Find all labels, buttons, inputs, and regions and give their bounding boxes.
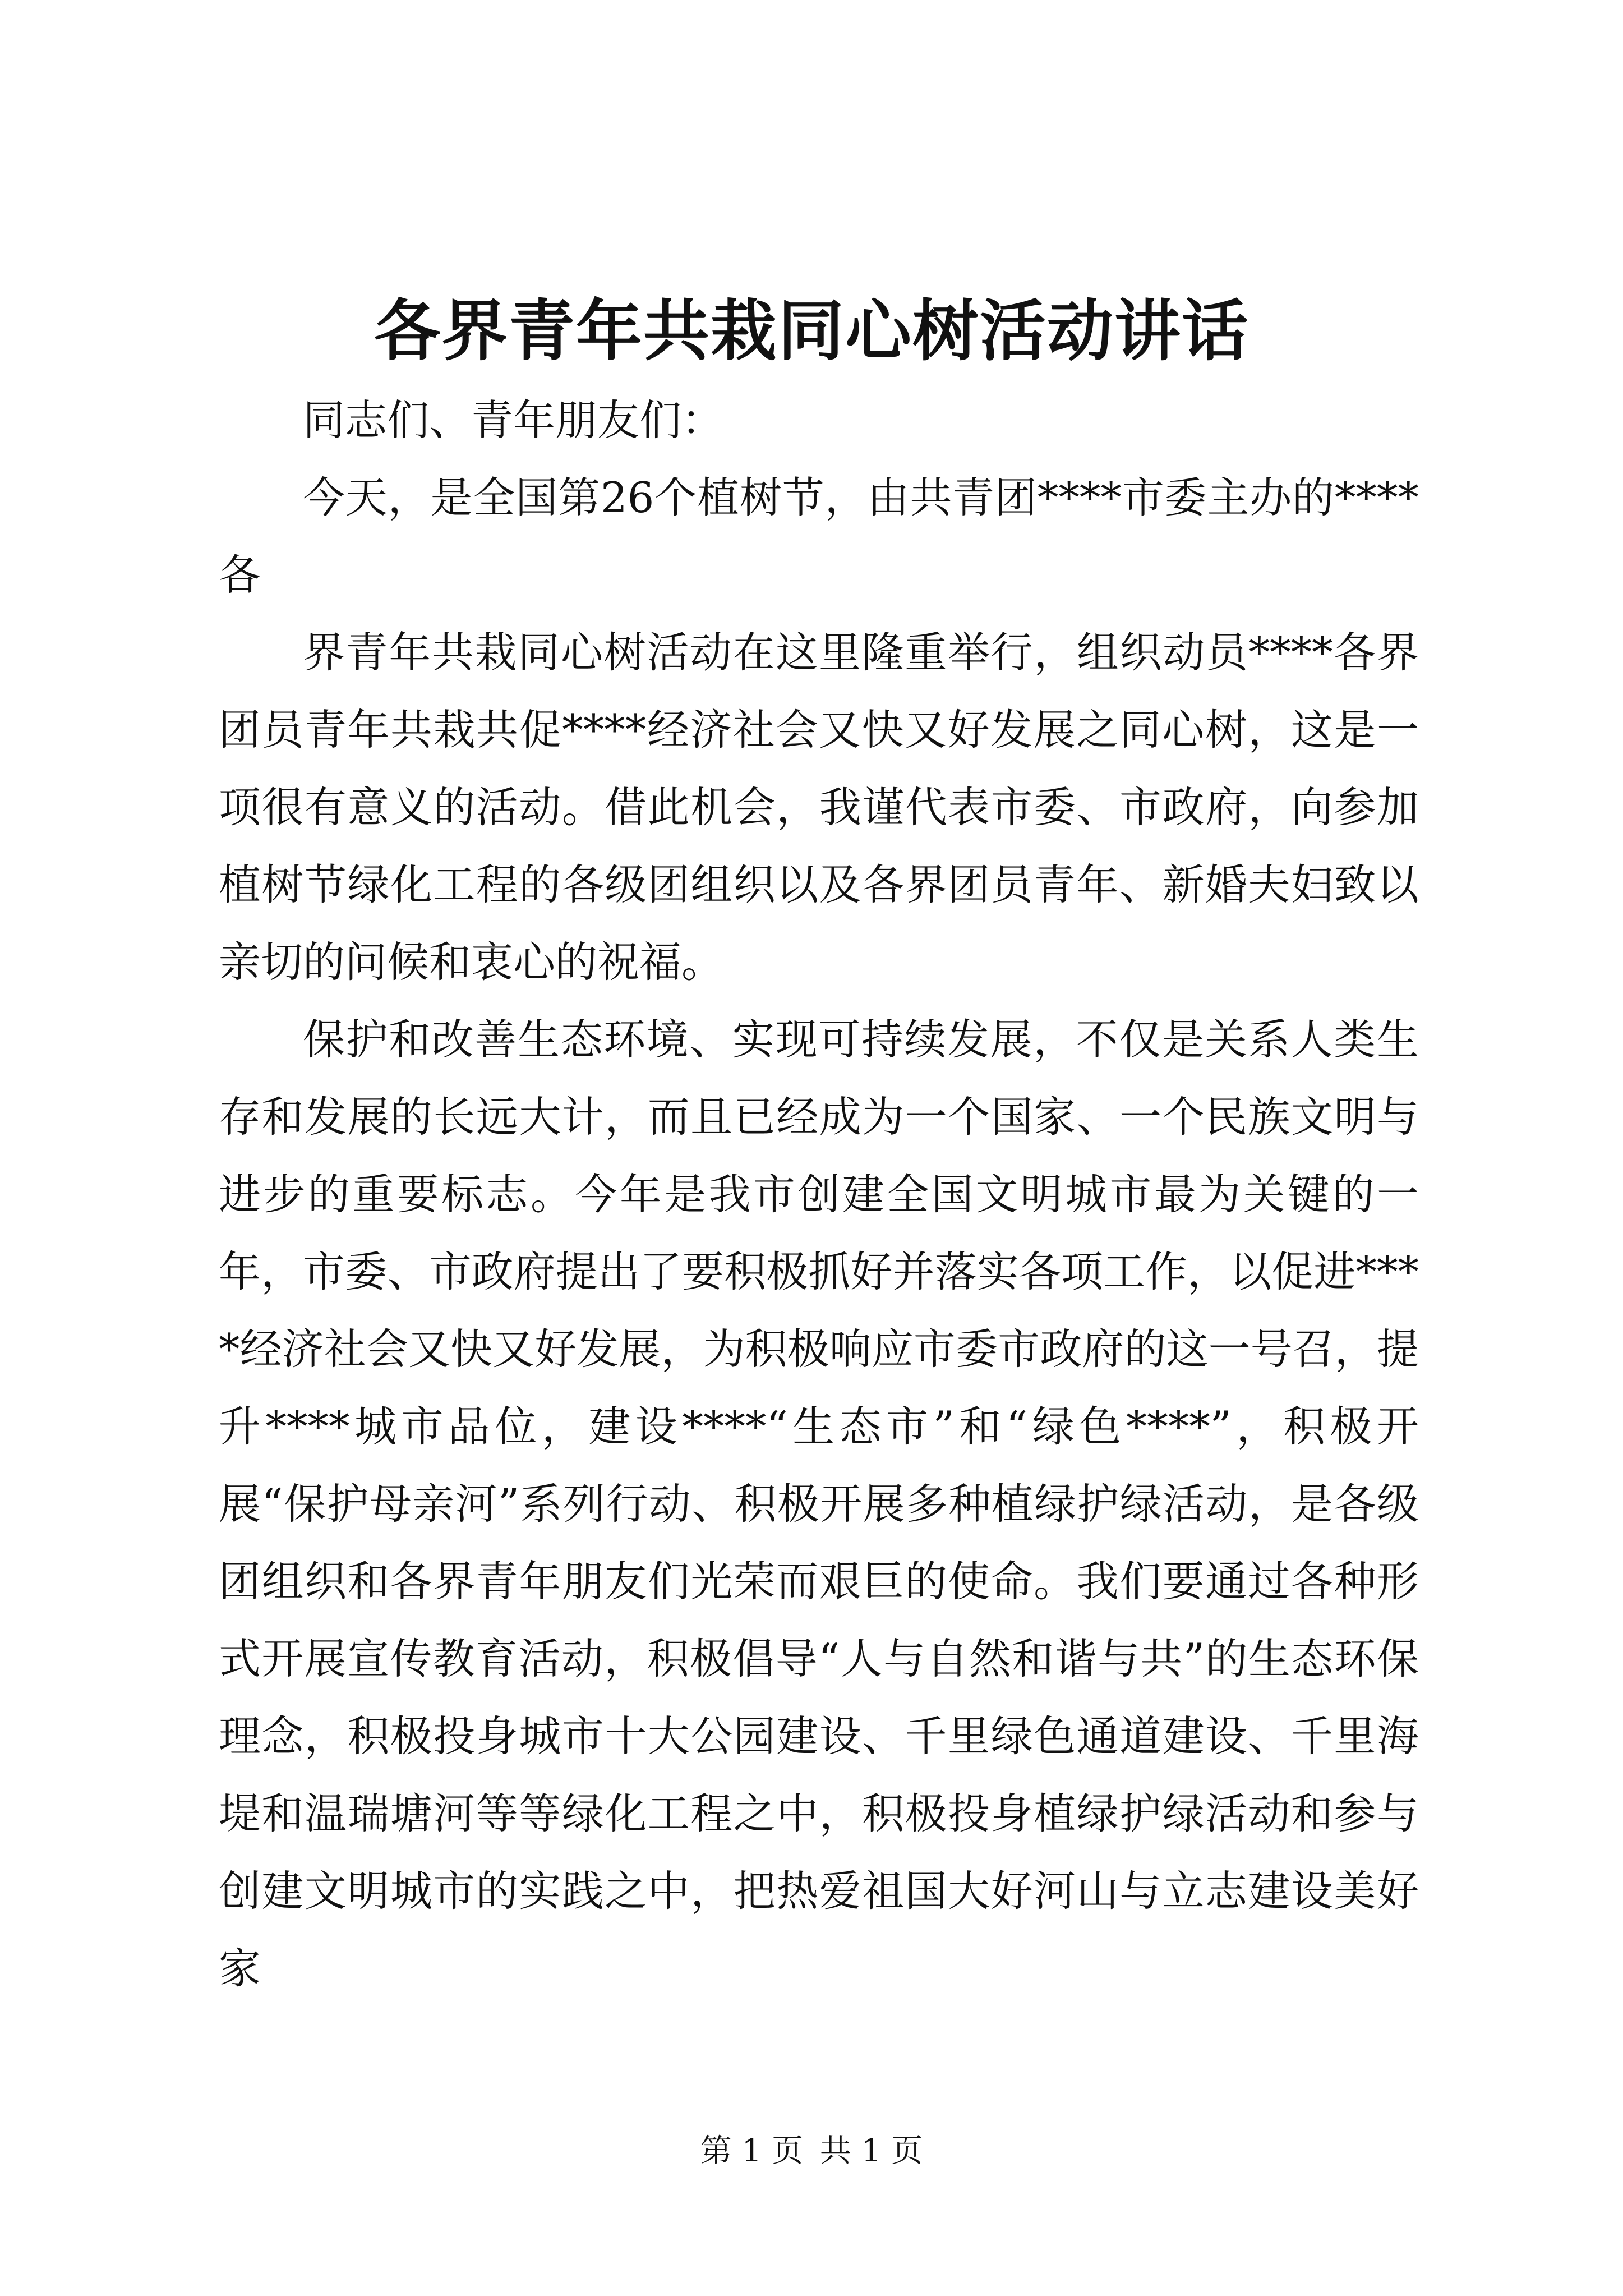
body-paragraph-3: 保护和改善生态环境、实现可持续发展，不仅是关系人类生存和发展的长远大计，而且已经成为一个国家、一个民族文明与进步的重要标志。今年是我市创建全国文明城市最为关键的一年，市委、市政府提出了要积极抓好并落实各项工作，以促进****经济社会又快又好发展，为积极响应市委市政府的这一号召，提升****城市品位，建设****“生态市”和“绿色****”，积极开展“保护母亲河”系列行动、积极开展多种植绿护绿活动，是各级团组织和各界青年朋友们光荣而艰巨的使命。我们要通过各种形式开展宣传教育活动，积极倡导“人与自然和谐与共”的生态环保理念，积极投身城市十大公园建设、千里绿色通道建设、千里海堤和温瑞塘河等等绿化工程之中，积极投身植绿护绿活动和参与创建文明城市的实践之中，把热爱祖国大好河山与立志建设美好家 (219, 1015, 1419, 1993)
body-paragraph-1: 今天，是全国第26个植树节，由共青团****市委主办的****各 (219, 473, 1419, 600)
document-title: 各界青年共栽同心树活动讲话 (374, 292, 1249, 370)
document-body (219, 381, 1419, 2007)
body-paragraph-2: 界青年共栽同心树活动在这里隆重举行，组织动员****各界团员青年共栽共促****经济社会又快又好发展之同心树，这是一项很有意义的活动。借此机会，我谨代表市委、市政府，向参加植树节绿化工程的各级团组织以及各界团员青年、新婚夫妇致以亲切的问候和衷心的祝福。 (219, 628, 1419, 987)
page-total: 共 1 页 (819, 2133, 923, 2169)
salutation-paragraph: 同志们、青年朋友们： (303, 395, 724, 445)
page-footer (0, 2132, 1623, 2171)
page-number: 第 1 页 (700, 2133, 804, 2169)
